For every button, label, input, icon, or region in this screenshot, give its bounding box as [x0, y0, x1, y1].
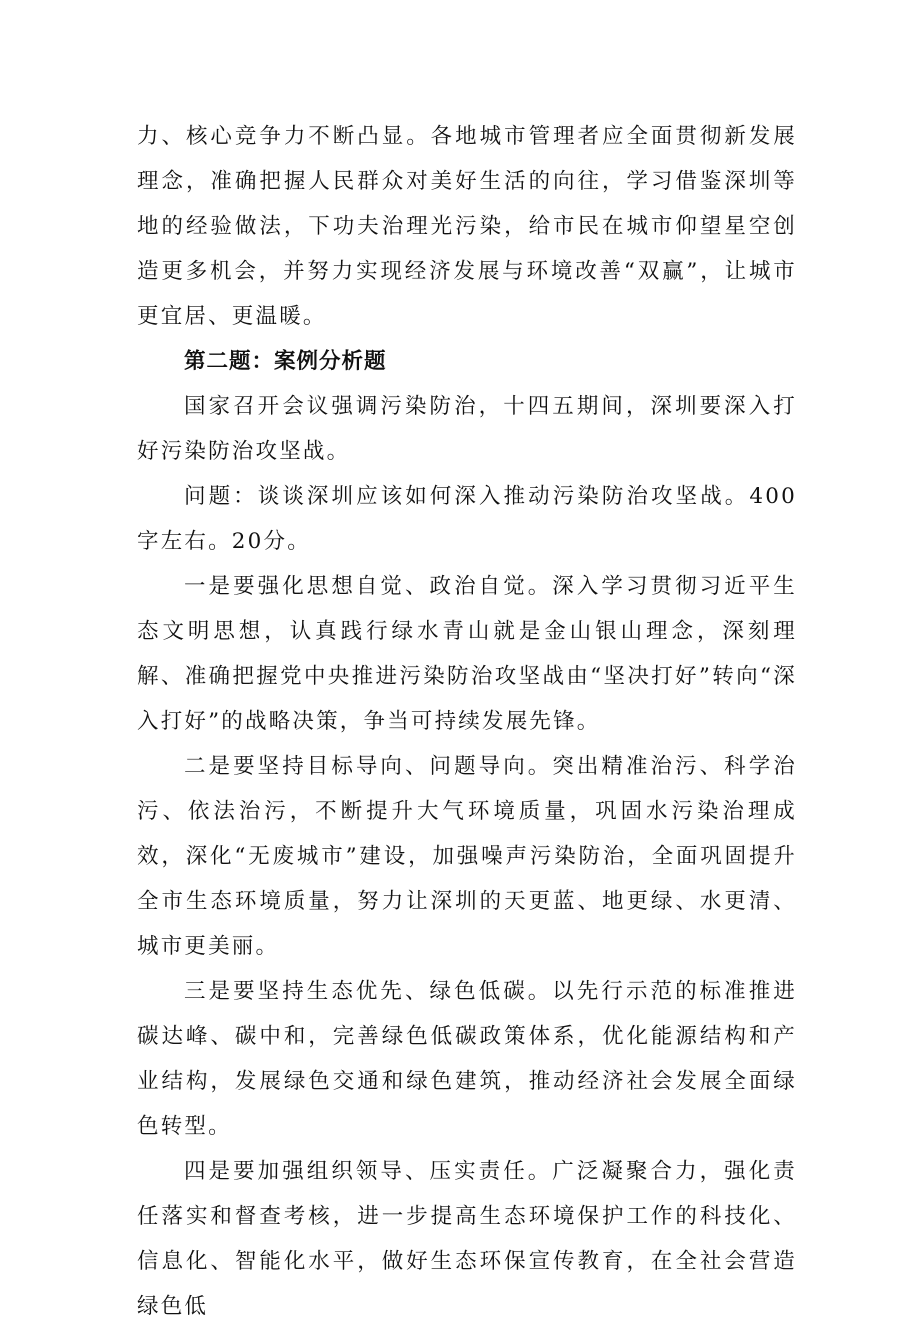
paragraph-point-two: 二是要坚持目标导向、问题导向。突出精准治污、科学治污、依法治污，不断提升大气环境质量，巩固水污染治理成效，深化“无废城市”建设，加强噪声污染防治，全面巩固提升全市生态环境质量，努力让深圳的天更蓝、地更绿、水更清、城市更美丽。	[137, 754, 797, 959]
paragraph-intro-continuation: 力、核心竞争力不断凸显。各地城市管理者应全面贯彻新发展理念，准确把握人民群众对美好生活的向往，学习借鉴深圳等地的经验做法，下功夫治理光污染，给市民在城市仰望星空创造更多机会，并努力实现经济发展与环境改善“双赢”，让城市更宜居、更温暖。	[137, 124, 797, 329]
paragraph-question: 问题：谈谈深圳应该如何深入推动污染防治攻坚战。400字左右。20分。	[137, 484, 797, 554]
paragraph-point-one: 一是要强化思想自觉、政治自觉。深入学习贯彻习近平生态文明思想，认真践行绿水青山就是金山银山理念，深刻理解、准确把握党中央推进污染防治攻坚战由“坚决打好”转向“深入打好”的战略决策，争当可持续发展先锋。	[137, 574, 797, 734]
document-body	[137, 114, 797, 1329]
section-heading: 第二题：案例分析题	[184, 349, 387, 374]
paragraph-case-background: 国家召开会议强调污染防治，十四五期间，深圳要深入打好污染防治攻坚战。	[137, 394, 797, 464]
paragraph-point-three: 三是要坚持生态优先、绿色低碳。以先行示范的标准推进碳达峰、碳中和，完善绿色低碳政策体系，优化能源结构和产业结构，发展绿色交通和绿色建筑，推动经济社会发展全面绿色转型。	[137, 979, 797, 1139]
paragraph-point-four: 四是要加强组织领导、压实责任。广泛凝聚合力，强化责任落实和督查考核，进一步提高生态环境保护工作的科技化、信息化、智能化水平，做好生态环保宣传教育，在全社会营造绿色低	[137, 1159, 797, 1319]
